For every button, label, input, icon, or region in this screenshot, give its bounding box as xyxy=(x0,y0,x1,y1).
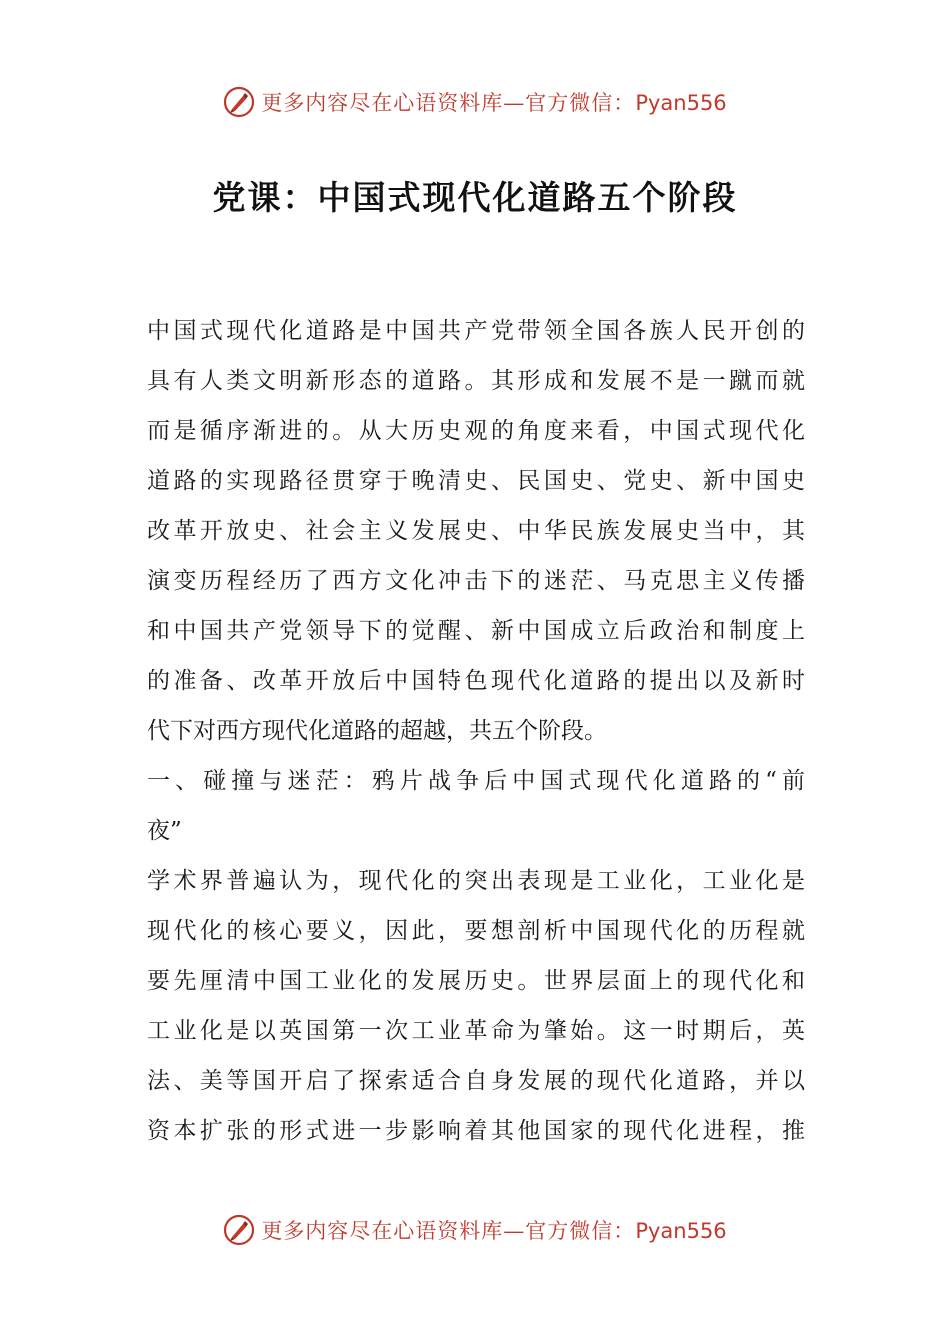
text-line: 具有人类文明新形态的道路。其形成和发展不是一蹴而就 xyxy=(147,368,805,394)
text-line: 现代化的核心要义，因此，要想剖析中国现代化的历程就 xyxy=(147,918,805,944)
text-line: 改革开放史、社会主义发展史、中华民族发展史当中，其 xyxy=(147,518,805,544)
text-line: 工业化是以英国第一次工业革命为肇始。这一时期后，英 xyxy=(147,1018,805,1044)
text-line: 学术界普遍认为，现代化的突出表现是工业化，工业化是 xyxy=(147,868,805,894)
wechat-id: Pyan556 xyxy=(635,91,727,115)
article-body xyxy=(147,306,805,1156)
header-watermark xyxy=(0,82,950,122)
text-line: 的准备、改革开放后中国特色现代化道路的提出以及新时 xyxy=(147,668,805,694)
watermark-text: 更多内容尽在心语资料库—官方微信：Pyan556 xyxy=(261,1219,727,1243)
text-line: 法、美等国开启了探索适合自身发展的现代化道路，并以 xyxy=(147,1068,805,1094)
text-line: 道路的实现路径贯穿于晚清史、民国史、党史、新中国史 xyxy=(147,468,805,494)
text-line: 代下对西方现代化道路的超越，共五个阶段。 xyxy=(147,718,607,744)
section-heading-line: 夜” xyxy=(147,818,182,844)
page-title: 党课：中国式现代化道路五个阶段 xyxy=(212,178,738,217)
text-line: 中国式现代化道路是中国共产党带领全国各族人民开创的 xyxy=(147,318,805,344)
watermark-text: 更多内容尽在心语资料库—官方微信：Pyan556 xyxy=(261,91,727,115)
text-line: 而是循序渐进的。从大历史观的角度来看，中国式现代化 xyxy=(147,418,805,444)
pen-logo-icon xyxy=(223,1214,255,1246)
text-line: 要先厘清中国工业化的发展历史。世界层面上的现代化和 xyxy=(147,968,805,994)
text-line: 资本扩张的形式进一步影响着其他国家的现代化进程，推 xyxy=(147,1118,805,1144)
text-line: 演变历程经历了西方文化冲击下的迷茫、马克思主义传播 xyxy=(147,568,805,594)
wechat-id: Pyan556 xyxy=(635,1219,727,1243)
footer-watermark xyxy=(0,1210,950,1250)
text-line: 和中国共产党领导下的觉醒、新中国成立后政治和制度上 xyxy=(147,618,805,644)
pen-logo-icon xyxy=(223,86,255,118)
section-heading-line: 一、碰撞与迷茫：鸦片战争后中国式现代化道路的“前 xyxy=(147,768,805,794)
